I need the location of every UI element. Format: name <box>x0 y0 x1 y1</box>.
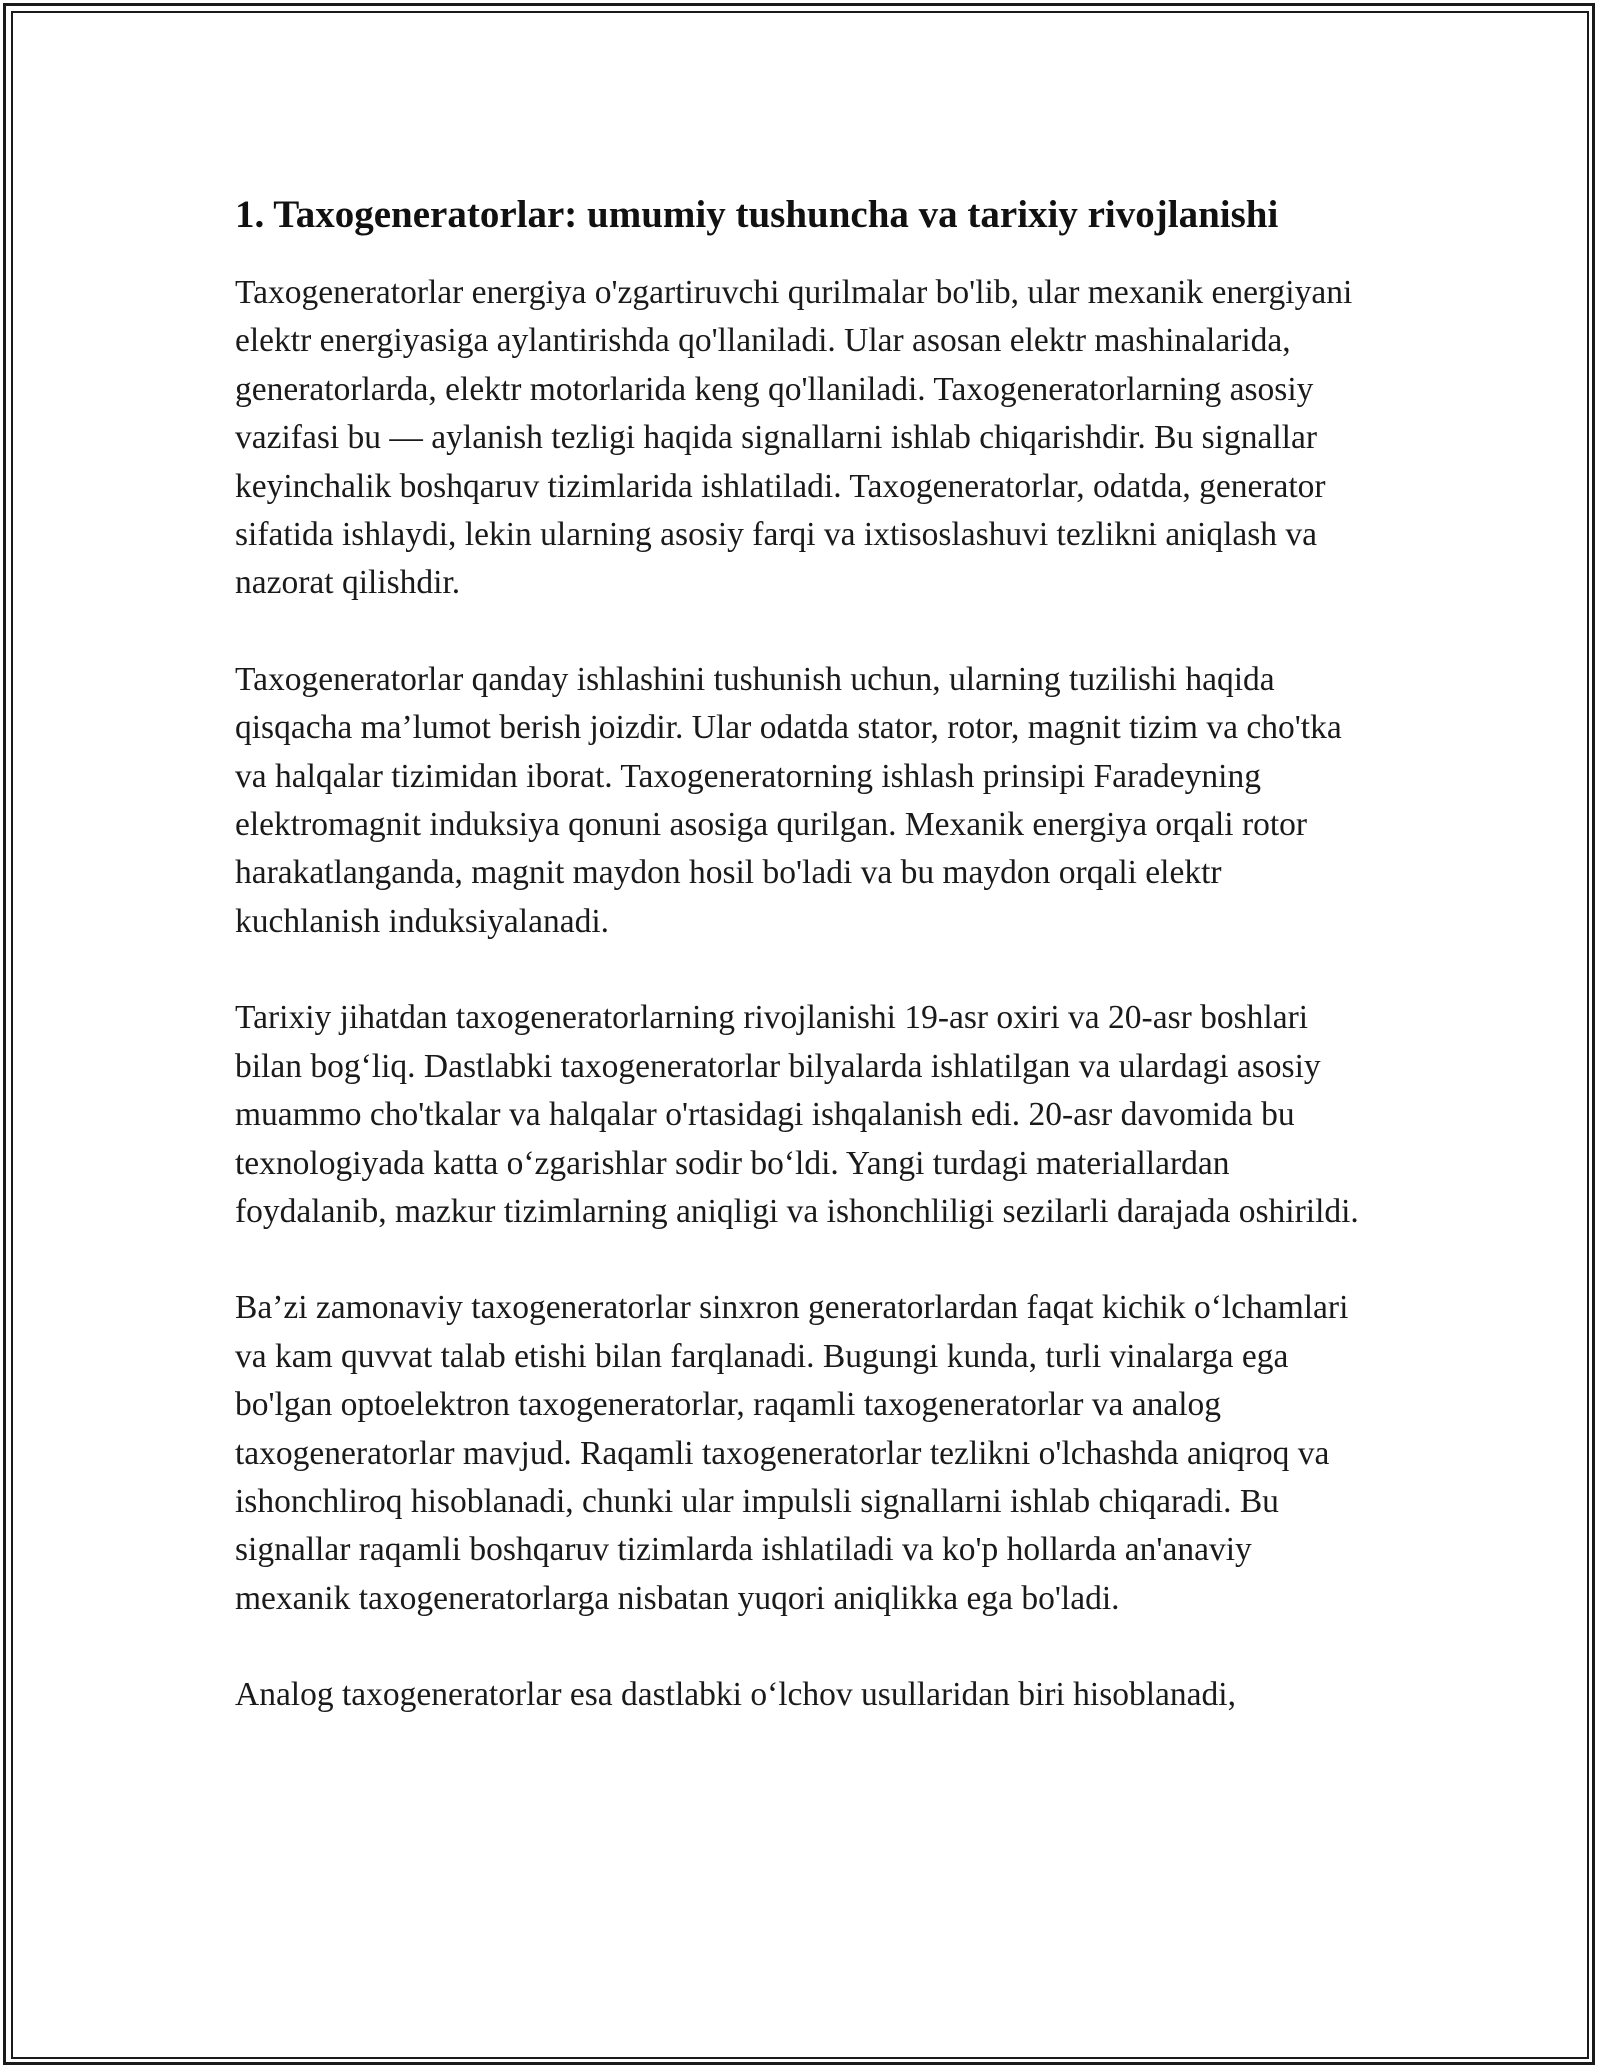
paragraph-modern-types: Ba’zi zamonaviy taxogeneratorlar sinxron generatorlardan faqat kichik o‘lchamlari va kam quvvat talab etishi bilan farqlanadi. Bugungi kunda, turli vinalarga ega bo'lgan optoelektron taxogeneratorlar, raqamli taxogeneratorlar va analog taxogeneratorlar mavjud. Raqamli taxogeneratorlar tezlikni o'lchashda aniqroq va ishonchliroq hisoblanadi, chunki ular impulsli signallarni ishlab chiqaradi. Bu signallar raqamli boshqaruv tizimlarda ishlatiladi va ko'p hollarda an'anaviy mexanik taxogeneratorlarga nisbatan yuqori aniqlikka ega bo'ladi. <box>235 1289 1349 1617</box>
section-heading: 1. Taxogeneratorlar: umumiy tushuncha va tarixiy rivojlanishi <box>235 193 1279 236</box>
paragraph-structure: Taxogeneratorlar qanday ishlashini tushunish uchun, ularning tuzilishi haqida qisqacha ma’lumot berish joizdir. Ular odatda stator, rotor, magnit tizim va cho'tka va halqalar tizimidan iborat. Taxogeneratorning ishlash prinsipi Faradeyning elektromagnit induksiya qonuni asosiga qurilgan. Mexanik energiya orqali rotor harakatlanganda, magnit maydon hosil bo'ladi va bu maydon orqali elektr kuchlanish induksiyalanadi. <box>235 660 1342 940</box>
paragraph-analog: Analog taxogeneratorlar esa dastlabki o‘lchov usullaridan biri hisoblanadi, <box>235 1676 1236 1714</box>
document-body <box>235 185 1375 1768</box>
paragraph-history: Tarixiy jihatdan taxogeneratorlarning rivojlanishi 19-asr oxiri va 20-asr boshlari bilan bog‘liq. Dastlabki taxogeneratorlar bilyalarda ishlatilgan va ulardagi asosiy muammo cho'tkalar va halqalar o'rtasidagi ishqalanish edi. 20-asr davomida bu texnologiyada katta o‘zgarishlar sodir bo‘ldi. Yangi turdagi materiallardan foydalanib, mazkur tizimlarning aniqligi va ishonchliligi sezilarli darajada oshirildi. <box>235 999 1359 1230</box>
paragraph-definition: Taxogeneratorlar energiya o'zgartiruvchi qurilmalar bo'lib, ular mexanik energiyani elektr energiyasiga aylantirishda qo'llaniladi. Ular asosan elektr mashinalarida, generatorlarda, elektr motorlarida keng qo'llaniladi. Taxogeneratorlarning asosiy vazifasi bu — aylanish tezligi haqida signallarni ishlab chiqarishdir. Bu signallar keyinchalik boshqaruv tizimlarida ishlatiladi. Taxogeneratorlar, odatda, generator sifatida ishlaydi, lekin ularning asosiy farqi va ixtisoslashuvi tezlikni aniqlash va nazorat qilishdir. <box>235 274 1353 602</box>
